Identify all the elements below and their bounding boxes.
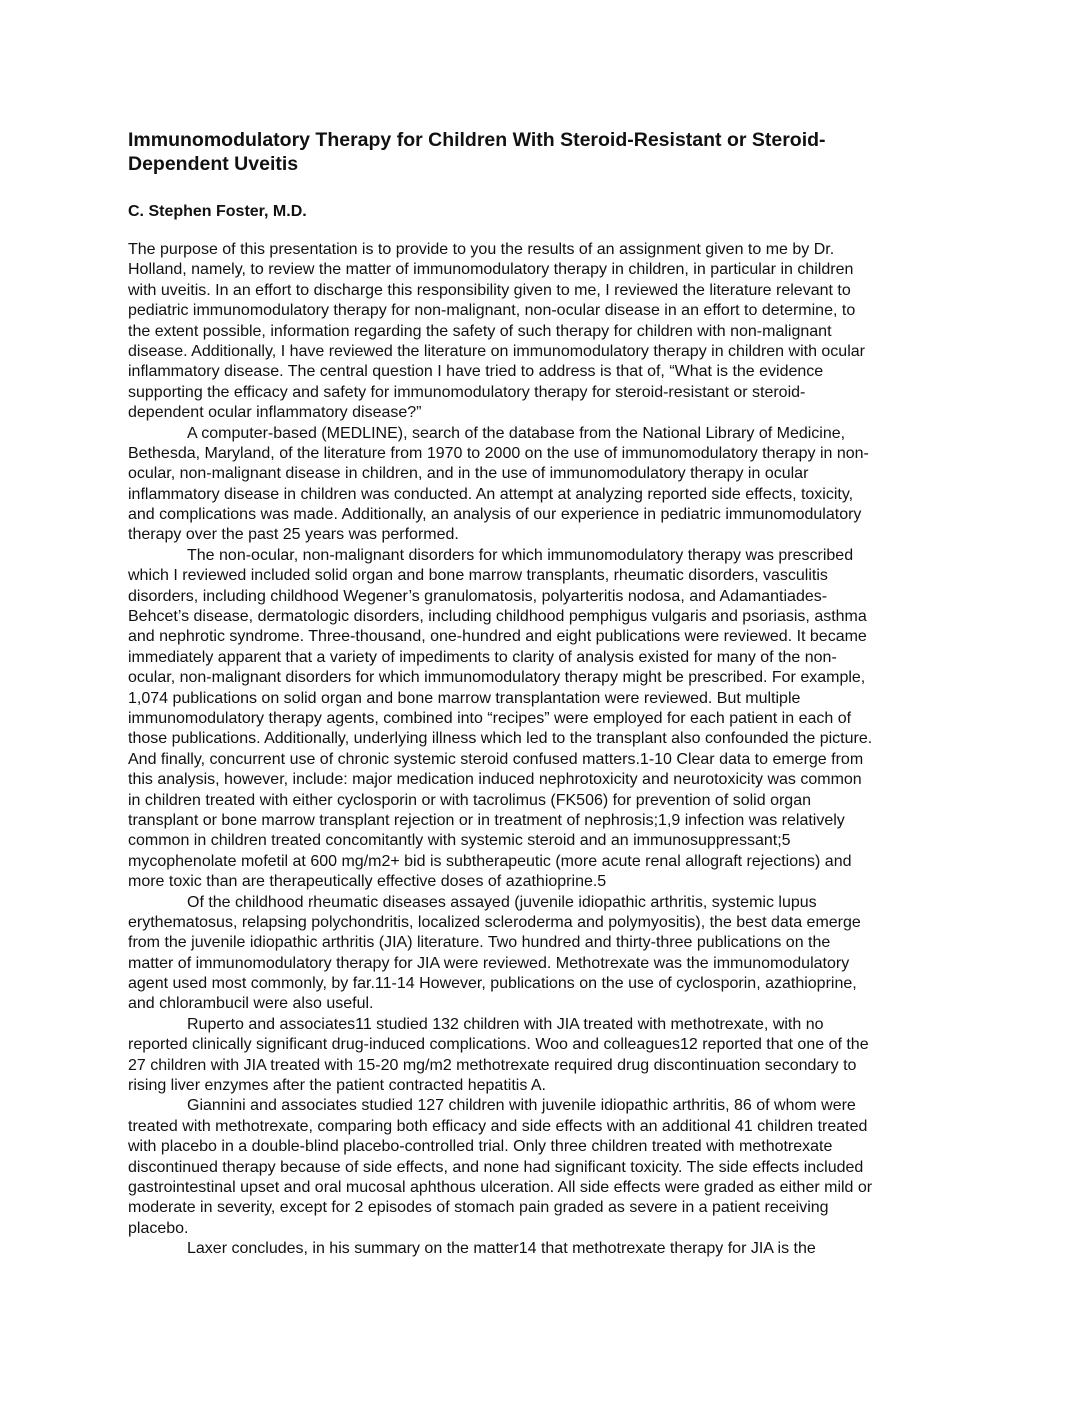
document-body — [128, 240, 968, 1260]
paragraph-line: and chlorambucil were also useful. — [128, 995, 374, 1013]
paragraph-line: 27 children with JIA treated with 15-20 mg/m2 methotrexate required drug discontinuation secondary to — [128, 1056, 857, 1074]
paragraph-line: treated with methotrexate, comparing both efficacy and side effects with an additional 41 children treated — [128, 1117, 868, 1135]
paragraph-line: Laxer concludes, in his summary on the matter14 that methotrexate therapy for JIA is the — [187, 1240, 816, 1258]
paragraph-line: mycophenolate mofetil at 600 mg/m2+ bid is subtherapeutic (more acute renal allograft rejections) and — [128, 852, 852, 870]
paragraph-line: with uveitis. In an effort to discharge this responsibility given to me, I reviewed the literature relevant to — [128, 281, 851, 299]
paragraph-line: supporting the efficacy and safety for immunomodulatory therapy for steroid-resistant or steroid- — [128, 383, 806, 401]
paragraph-line: ocular, non-malignant disorders for which immunomodulatory therapy might be prescribed. For example, — [128, 669, 866, 687]
paragraph-line: 1,074 publications on solid organ and bone marrow transplantation were reviewed. But multiple — [128, 689, 801, 707]
paragraph-line: therapy over the past 25 years was performed. — [128, 526, 459, 544]
paragraph-line: gastrointestinal upset and oral mucosal aphthous ulceration. All side effects were graded as either mild or — [128, 1178, 873, 1196]
paragraph-line: from the juvenile idiopathic arthritis (JIA) literature. Two hundred and thirty-three publications on the — [128, 934, 831, 952]
document-title — [128, 128, 958, 176]
paragraph — [128, 240, 968, 424]
paragraph-line: Bethesda, Maryland, of the literature from 1970 to 2000 on the use of immunomodulatory therapy in non- — [128, 444, 869, 462]
paragraph-line: inflammatory disease in children was conducted. An attempt at analyzing reported side effects, toxicity, — [128, 485, 854, 503]
paragraph-line: which I reviewed included solid organ and bone marrow transplants, rheumatic disorders, vasculitis — [128, 567, 828, 585]
paragraph-line: in children treated with either cyclosporin or with tacrolimus (FK506) for prevention of solid organ — [128, 791, 811, 809]
paragraph-line: disease. Additionally, I have reviewed the literature on immunomodulatory therapy in children with ocular — [128, 342, 865, 360]
paragraph-line: dependent ocular inflammatory disease?” — [128, 404, 422, 422]
paragraph-line: those publications. Additionally, underlying illness which led to the transplant also confounded the picture. — [128, 730, 873, 748]
paragraph-line: moderate in severity, except for 2 episodes of stomach pain graded as severe in a patient receiving — [128, 1199, 829, 1217]
paragraph-line: transplant or bone marrow transplant rejection or in treatment of nephrosis;1,9 infection was relatively — [128, 811, 845, 829]
paragraph-line: disorders, including childhood Wegener’s granulomatosis, polyarteritis nodosa, and Adamantiades- — [128, 587, 828, 605]
paragraph — [128, 893, 968, 1015]
paragraph-line: A computer-based (MEDLINE), search of the database from the National Library of Medicine, — [187, 424, 846, 442]
paragraph-line: immediately apparent that a variety of impediments to clarity of analysis existed for many of the non- — [128, 648, 837, 666]
paragraph-line: ocular, non-malignant disease in children, and in the use of immunomodulatory therapy in ocular — [128, 465, 809, 483]
paragraph — [128, 1015, 968, 1097]
paragraph-line: with placebo in a double-blind placebo-controlled trial. Only three children treated with methotrexate — [128, 1138, 833, 1156]
paragraph-line: immunomodulatory therapy agents, combined into “recipes” were employed for each patient in each of — [128, 709, 852, 727]
paragraph-line: and nephrotic syndrome. Three-thousand, one-hundred and eight publications were reviewed. It became — [128, 628, 867, 646]
paragraph-line: agent used most commonly, by far.11-14 However, publications on the use of cyclosporin, azathioprine, — [128, 975, 857, 993]
paragraph-line: matter of immunomodulatory therapy for JIA were reviewed. Methotrexate was the immunomodulatory — [128, 954, 850, 972]
paragraph-line: Of the childhood rheumatic diseases assayed (juvenile idiopathic arthritis, systemic lupus — [187, 893, 817, 911]
paragraph-line: erythematosus, relapsing polychondritis, localized scleroderma and polymyositis), the best data emerge — [128, 913, 861, 931]
paragraph — [128, 1239, 968, 1259]
paragraph-line: placebo. — [128, 1219, 189, 1237]
paragraph-line: reported clinically significant drug-induced complications. Woo and colleagues12 reported that one of the — [128, 1036, 869, 1054]
author-name: C. Stephen Foster, M.D. — [128, 203, 307, 220]
title-line: Dependent Uveitis — [128, 153, 299, 175]
paragraph-line: The non-ocular, non-malignant disorders for which immunomodulatory therapy was prescribed — [187, 546, 854, 564]
paragraph-line: discontinued therapy because of side effects, and none had significant toxicity. The side effects included — [128, 1158, 864, 1176]
paragraph-line: this analysis, however, include: major medication induced nephrotoxicity and neurotoxicity was common — [128, 771, 862, 789]
paragraph-line: common in children treated concomitantly with systemic steroid and an immunosuppressant;5 — [128, 832, 791, 850]
paragraph-line: Holland, namely, to review the matter of immunomodulatory therapy in children, in particular in children — [128, 261, 854, 279]
paragraph-line: inflammatory disease. The central question I have tried to address is that of, “What is the evidence — [128, 363, 824, 381]
paragraph-line: more toxic than are therapeutically effective doses of azathioprine.5 — [128, 873, 607, 891]
paragraph-line: Ruperto and associates11 studied 132 children with JIA treated with methotrexate, with no — [187, 1015, 824, 1033]
paragraph — [128, 1096, 968, 1239]
paragraph-line: Behcet’s disease, dermatologic disorders, including childhood pemphigus vulgaris and psoriasis, asthma — [128, 608, 867, 626]
title-line: Immunomodulatory Therapy for Children With Steroid-Resistant or Steroid- — [128, 129, 826, 151]
paragraph-line: The purpose of this presentation is to provide to you the results of an assignment given to me by Dr. — [128, 241, 835, 258]
paragraph — [128, 546, 968, 893]
paragraph-line: pediatric immunomodulatory therapy for non-malignant, non-ocular disease in an effort to determine, to — [128, 302, 856, 320]
paragraph — [128, 424, 968, 546]
paragraph-line: and complications was made. Additionally, an analysis of our experience in pediatric immunomodulatory — [128, 506, 862, 524]
paragraph-line: rising liver enzymes after the patient contracted hepatitis A. — [128, 1077, 546, 1095]
paragraph-line: And finally, concurrent use of chronic systemic steroid confused matters.1-10 Clear data to emerge from — [128, 750, 864, 768]
paragraph-line: the extent possible, information regarding the safety of such therapy for children with non-malignant — [128, 322, 832, 340]
paragraph-line: Giannini and associates studied 127 children with juvenile idiopathic arthritis, 86 of whom were — [187, 1097, 856, 1115]
